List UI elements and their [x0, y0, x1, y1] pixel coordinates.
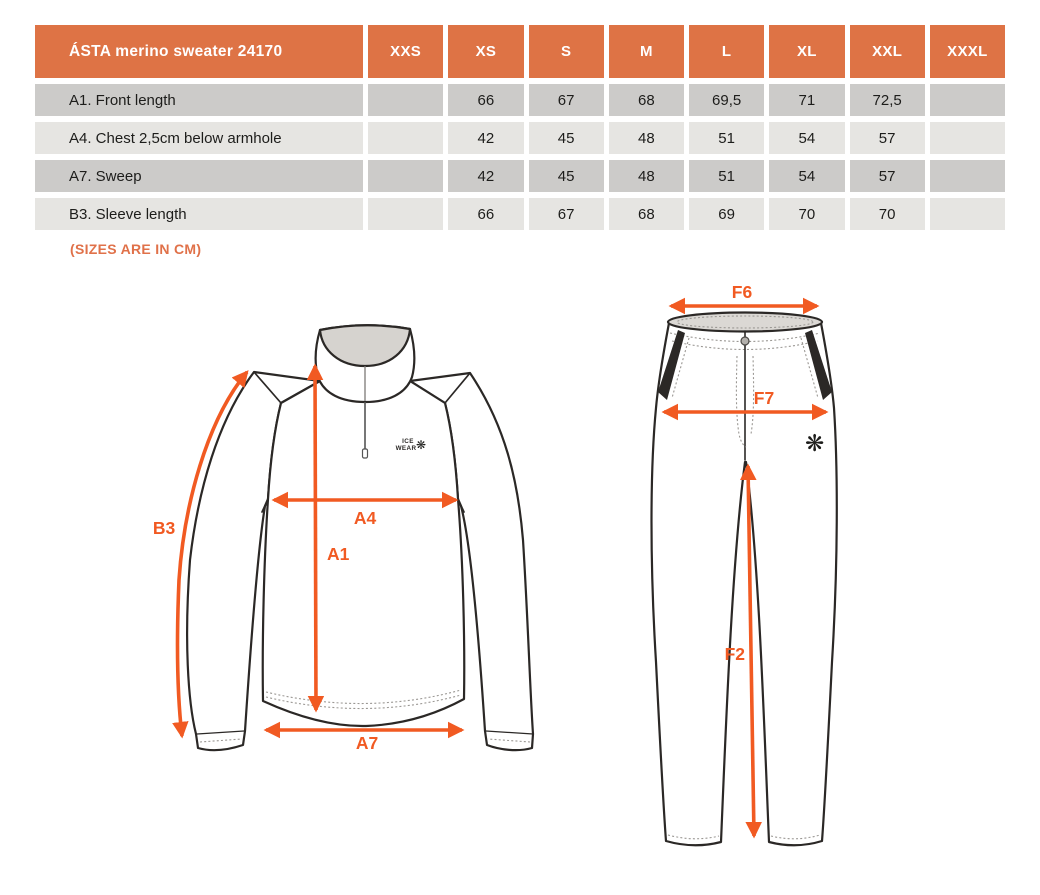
- size-header-s: S: [529, 25, 604, 78]
- value-cell: 51: [689, 122, 764, 154]
- measurement-diagrams: [0, 278, 1040, 895]
- f6-label: F6: [731, 282, 753, 302]
- size-header-l: L: [689, 25, 764, 78]
- pants-drawing: [652, 282, 837, 845]
- f7-label: F7: [753, 388, 775, 408]
- size-header-xs: XS: [448, 25, 523, 78]
- value-cell: 66: [448, 84, 523, 116]
- value-cell: 70: [850, 198, 925, 230]
- value-cell: 42: [448, 160, 523, 192]
- svg-text:WEAR: WEAR: [395, 445, 417, 452]
- value-cell: 45: [529, 160, 604, 192]
- value-cell: 68: [609, 84, 684, 116]
- row-label-chest: A4. Chest 2,5cm below armhole: [35, 122, 363, 154]
- waist-opening: [668, 313, 822, 332]
- zipper-pull: [363, 449, 368, 458]
- a4-label: A4: [353, 508, 377, 528]
- sweater-drawing: [153, 325, 533, 753]
- svg-text:ICE: ICE: [402, 438, 414, 445]
- row-label-sleeve-length: B3. Sleeve length: [35, 198, 363, 230]
- size-header-xxs: XXS: [368, 25, 443, 78]
- value-cell: 45: [529, 122, 604, 154]
- value-cell: 57: [850, 122, 925, 154]
- value-cell: 54: [769, 122, 844, 154]
- value-cell: [930, 84, 1005, 116]
- value-cell: 67: [529, 84, 604, 116]
- value-cell: 42: [448, 122, 523, 154]
- value-cell: [930, 122, 1005, 154]
- value-cell: 69: [689, 198, 764, 230]
- value-cell: 70: [769, 198, 844, 230]
- value-cell: 71: [769, 84, 844, 116]
- f2-label: F2: [724, 644, 745, 664]
- snowflake-icon: ❋: [805, 431, 825, 457]
- row-label-sweep: A7. Sweep: [35, 160, 363, 192]
- value-cell: [930, 198, 1005, 230]
- pants-body: [652, 323, 837, 845]
- value-cell: 51: [689, 160, 764, 192]
- row-label-front-length: A1. Front length: [35, 84, 363, 116]
- size-header-xxxl: XXXL: [930, 25, 1005, 78]
- size-header-m: M: [609, 25, 684, 78]
- value-cell: [930, 160, 1005, 192]
- value-cell: 72,5: [850, 84, 925, 116]
- table-title: ÁSTA merino sweater 24170: [35, 25, 363, 78]
- value-cell: [368, 198, 443, 230]
- size-table: [35, 25, 1005, 230]
- value-cell: 68: [609, 198, 684, 230]
- b3-label: B3: [152, 518, 176, 538]
- size-header-xl: XL: [769, 25, 844, 78]
- sweater-body: [263, 381, 465, 726]
- value-cell: [368, 122, 443, 154]
- a1-front-length-arrow: [315, 366, 316, 710]
- value-cell: 66: [448, 198, 523, 230]
- a7-label: A7: [355, 733, 379, 753]
- snowflake-icon: ❋: [416, 438, 427, 452]
- value-cell: 67: [529, 198, 604, 230]
- value-cell: 57: [850, 160, 925, 192]
- value-cell: 69,5: [689, 84, 764, 116]
- waist-button: [741, 337, 749, 345]
- a1-label: A1: [327, 544, 350, 564]
- value-cell: [368, 84, 443, 116]
- sizes-in-cm-note: (SIZES ARE IN CM): [70, 241, 202, 257]
- value-cell: 54: [769, 160, 844, 192]
- value-cell: [368, 160, 443, 192]
- value-cell: 48: [609, 160, 684, 192]
- size-header-xxl: XXL: [850, 25, 925, 78]
- value-cell: 48: [609, 122, 684, 154]
